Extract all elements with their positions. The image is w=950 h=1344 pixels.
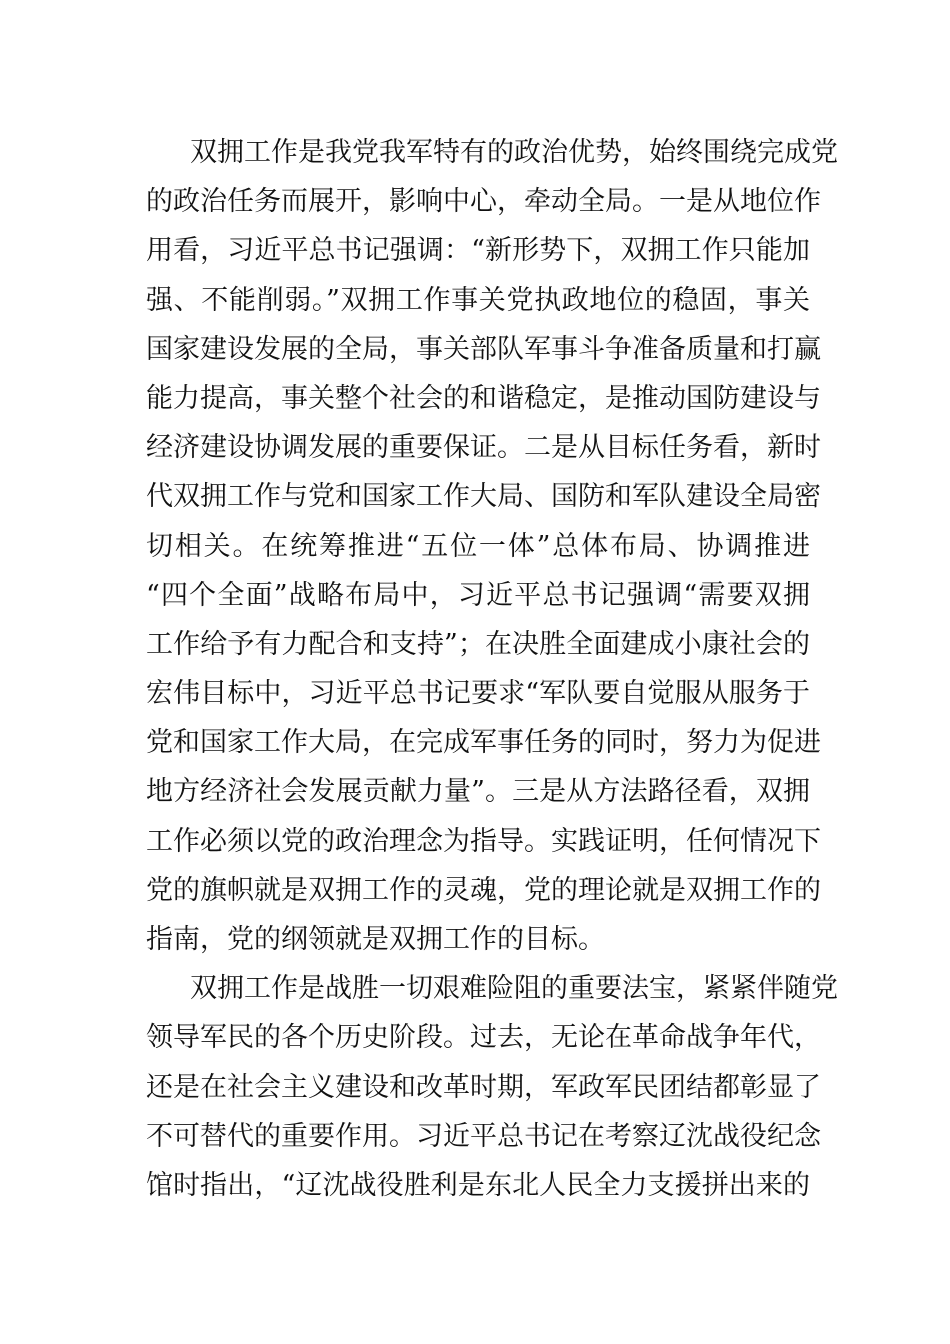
text-line: 还是在社会主义建设和改革时期，军政军民团结都彰显了 <box>146 1071 821 1103</box>
text-line: 的政治任务而展开，影响中心，牵动全局。一是从地位作 <box>146 186 821 218</box>
text-line: 党的旗帜就是双拥工作的灵魂，党的理论就是双拥工作的 <box>146 874 821 906</box>
text-line: 宏伟目标中，习近平总书记要求“军队要自觉服从服务于 <box>146 678 810 710</box>
text-line: 能力提高，事关整个社会的和谐稳定，是推动国防建设与 <box>146 382 821 414</box>
paragraph-1 <box>146 128 838 964</box>
paragraph-2 <box>146 964 838 1210</box>
text-line: 领导军民的各个历史阶段。过去，无论在革命战争年代， <box>146 1022 821 1054</box>
text-line: 地方经济社会发展贡献力量”。三是从方法路径看，双拥 <box>146 776 810 808</box>
text-line: 双拥工作是战胜一切艰难险阻的重要法宝，紧紧伴随党 <box>190 973 838 1005</box>
body-text <box>146 128 838 1210</box>
text-line: 工作给予有力配合和支持”；在决胜全面建成小康社会的 <box>146 628 810 660</box>
text-line: 代双拥工作与党和国家工作大局、国防和军队建设全局密 <box>146 481 821 513</box>
text-line: 双拥工作是我党我军特有的政治优势，始终围绕完成党 <box>190 137 838 168</box>
text-line: “四个全面”战略布局中，习近平总书记强调“需要双拥 <box>146 579 810 611</box>
text-line: 不可替代的重要作用。习近平总书记在考察辽沈战役纪念 <box>146 1120 821 1152</box>
text-line: 指南，党的纲领就是双拥工作的目标。 <box>146 924 605 955</box>
text-line: 工作必须以党的政治理念为指导。实践证明，任何情况下 <box>146 825 821 857</box>
text-line: 馆时指出，“辽沈战役胜利是东北人民全力支援拼出来的 <box>146 1169 810 1201</box>
text-line: 经济建设协调发展的重要保证。二是从目标任务看，新时 <box>146 432 821 464</box>
text-line: 用看，习近平总书记强调：“新形势下，双拥工作只能加 <box>146 235 810 267</box>
text-line: 切相关。在统筹推进“五位一体”总体布局、协调推进 <box>146 530 810 562</box>
text-line: 国家建设发展的全局，事关部队军事斗争准备质量和打赢 <box>146 333 821 365</box>
text-line: 强、不能削弱。”双拥工作事关党执政地位的稳固，事关 <box>146 284 810 316</box>
text-line: 党和国家工作大局，在完成军事任务的同时，努力为促进 <box>146 727 821 759</box>
